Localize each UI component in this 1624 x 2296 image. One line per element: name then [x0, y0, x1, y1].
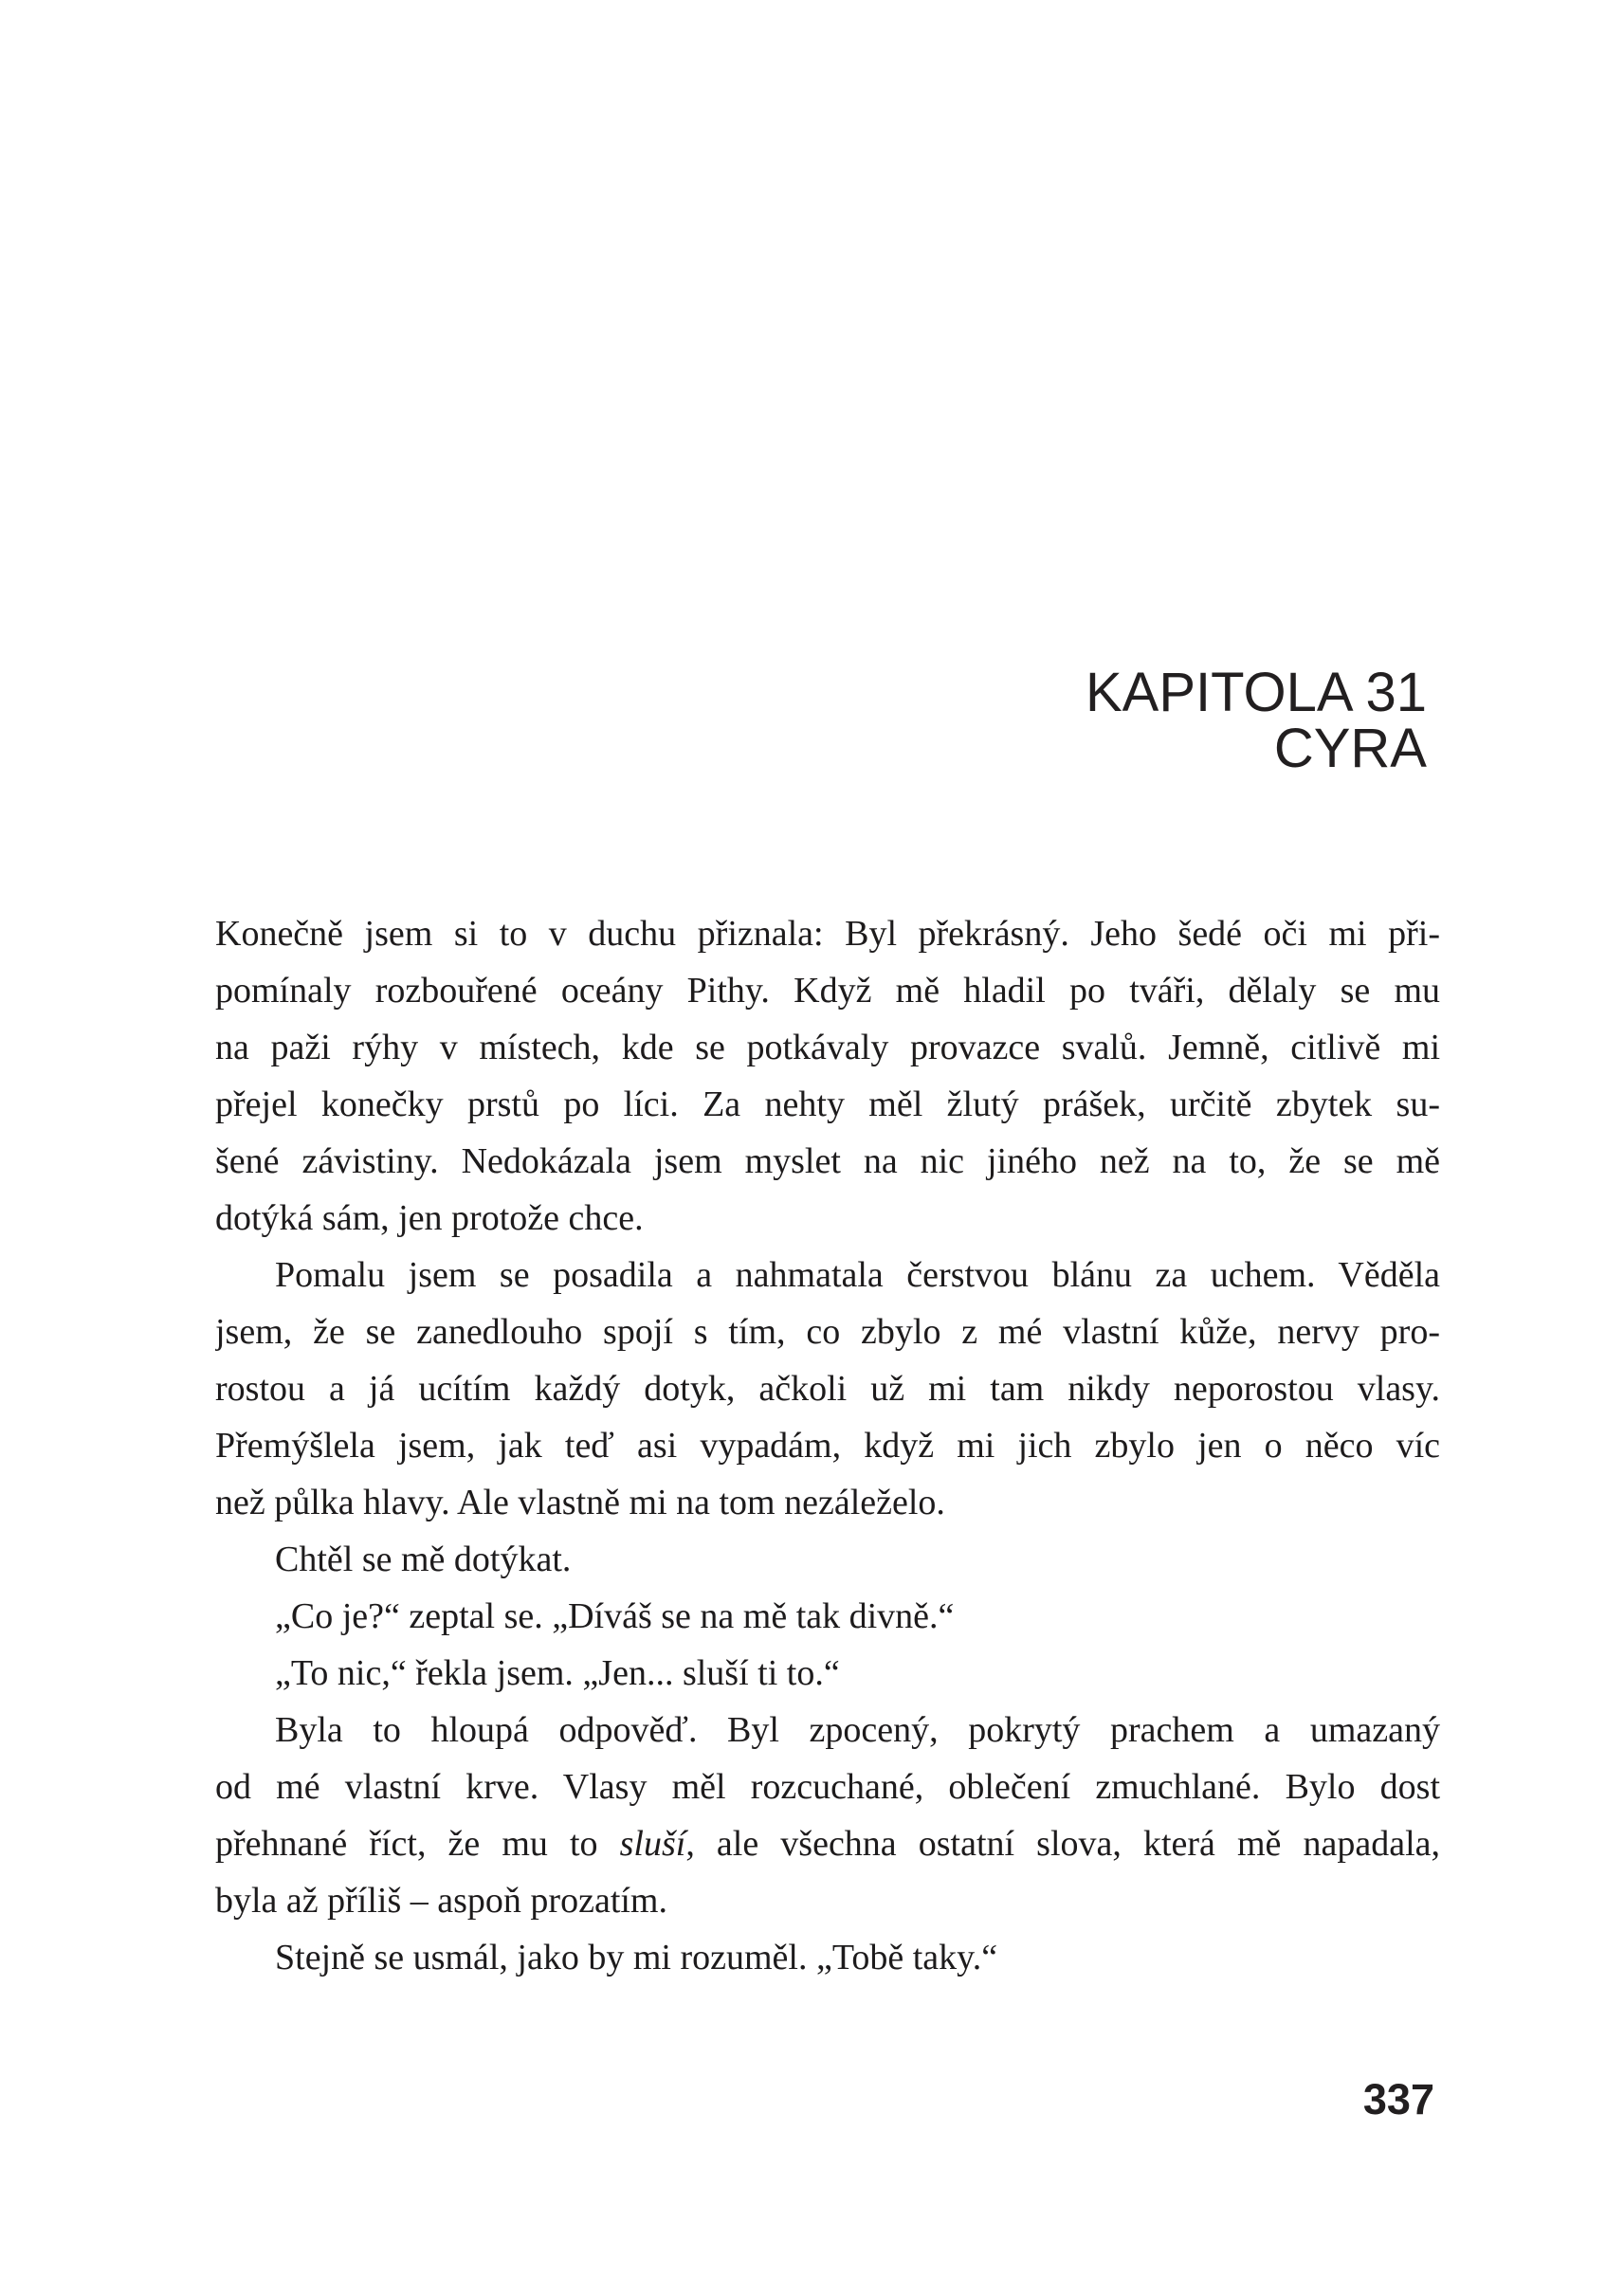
body-line: jsem, že se zanedlouho spojí s tím, co zbylo z mé vlastní kůže, nervy pro-	[215, 1312, 1440, 1352]
body-line: od mé vlastní krve. Vlasy měl rozcuchané, oblečení zmuchlané. Bylo dost	[215, 1767, 1440, 1807]
body-line: než půlka hlavy. Ale vlastně mi na tom nezáleželo.	[215, 1483, 945, 1522]
text-segment: , ale všechna ostatní slova, která mě napadala,	[685, 1824, 1440, 1864]
body-line: „Co je?“ zeptal se. „Díváš se na mě tak divně.“	[275, 1596, 955, 1636]
chapter-heading	[1085, 662, 1427, 779]
paragraph	[215, 1247, 1440, 1531]
body-line: Pomalu jsem se posadila a nahmatala čerstvou blánu za uchem. Věděla	[275, 1255, 1440, 1295]
body-line: Stejně se usmál, jako by mi rozuměl. „Tobě taky.“	[275, 1938, 998, 1977]
body-line: byla až příliš – aspoň prozatím.	[215, 1881, 667, 1921]
paragraph	[215, 1702, 1440, 1929]
body-line: přejel konečky prstů po líci. Za nehty měl žlutý prášek, určitě zbytek su-	[215, 1084, 1440, 1124]
body-line: dotýká sám, jen protože chce.	[215, 1198, 644, 1238]
body-line: Byla to hloupá odpověď. Byl zpocený, pokrytý prachem a umazaný	[275, 1710, 1440, 1750]
paragraph	[215, 1645, 1440, 1702]
chapter-title-line: CYRA	[1273, 718, 1427, 779]
body-line	[215, 1815, 1440, 1872]
body-line: pomínaly rozbouřené oceány Pithy. Když mě hladil po tváři, dělaly se mu	[215, 971, 1440, 1011]
italic-text: sluší	[619, 1824, 686, 1864]
text-segment: přehnané říct, že mu to	[215, 1824, 620, 1864]
body-line: Přemýšlela jsem, jak teď asi vypadám, když mi jich zbylo jen o něco víc	[215, 1426, 1440, 1466]
body-line: „To nic,“ řekla jsem. „Jen... sluší ti to.“	[275, 1653, 840, 1693]
body-line: Chtěl se mě dotýkat.	[275, 1540, 572, 1579]
body-line: na paži rýhy v místech, kde se potkávaly provazce svalů. Jemně, citlivě mi	[215, 1028, 1440, 1067]
body-line: Konečně jsem si to v duchu přiznala: Byl překrásný. Jeho šedé oči mi při-	[215, 914, 1440, 954]
body-line: rostou a já ucítím každý dotyk, ačkoli už mi tam nikdy neporostou vlasy.	[215, 1369, 1440, 1409]
body-text	[215, 905, 1440, 1986]
paragraph	[215, 1531, 1440, 1588]
paragraph	[215, 1588, 1440, 1645]
chapter-number-line: KAPITOLA 31	[1085, 662, 1427, 723]
body-line: šené závistiny. Nedokázala jsem myslet na nic jiného než na to, že se mě	[215, 1141, 1440, 1181]
paragraph	[215, 905, 1440, 1247]
paragraph	[215, 1929, 1440, 1986]
page-number: 337	[1362, 2075, 1434, 2123]
